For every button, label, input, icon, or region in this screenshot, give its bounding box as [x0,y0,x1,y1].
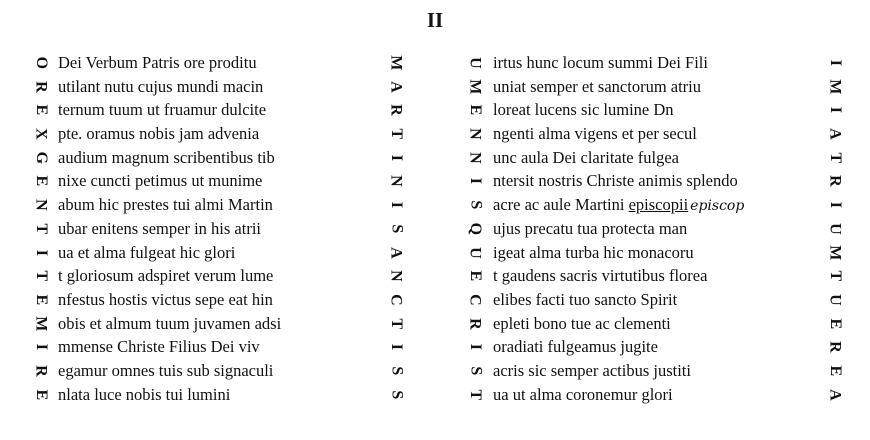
verse-text: t gloriosum adspiret verum lume [58,266,274,286]
verse-text: ujus precatu tua protecta man [493,218,688,238]
telestic-letter-letter: M [826,78,844,95]
acrostic-letter [32,335,50,359]
mesostic-letter-letter: T [387,318,405,329]
telestic-letter-letter: U [826,293,844,306]
acrostic-letter-letter: T [32,270,50,282]
left-acrostic-column [32,51,50,406]
verse-line [493,241,744,265]
mesostic-letter [387,169,405,193]
verse-text: ua et alma fulgeat hic glori [58,242,236,262]
telestic-letter-letter: M [826,244,844,260]
verse-line [493,359,744,383]
telestic-letter-letter: U [826,222,844,235]
verse-line [58,288,281,312]
telestic-letter [826,241,844,265]
acrostic-letter-letter: Q [466,222,484,235]
verse-text: mmense Christe Filius Dei viv [58,337,260,357]
telestic-letter-letter: T [826,270,844,282]
acrostic-letter-letter: S [466,366,484,376]
right-acrostic-column [466,51,484,406]
mesostic-letter-letter: S [387,224,405,234]
acrostic-letter-letter: M [32,315,50,331]
acrostic-letter [466,335,484,359]
telestic-letter [826,335,844,359]
telestic-letter-letter: I [826,201,844,209]
acrostic-letter [32,241,50,265]
acrostic-letter [32,359,50,383]
mesostic-letter [387,264,405,288]
acrostic-letter-letter: U [466,57,484,69]
telestic-letter-letter: A [826,128,844,140]
acrostic-letter-letter: E [466,270,484,282]
telestic-letter [826,312,844,336]
mesostic-letter [387,98,405,122]
acrostic-letter [32,169,50,193]
verse-line [493,383,744,407]
verse-line [493,217,744,241]
telestic-letter [826,98,844,122]
mesostic-letter [387,335,405,359]
verse-line [58,51,281,75]
verse-text: oradiati fulgeamus jugite [493,337,658,357]
page-number: II [426,8,444,32]
mesostic-letter [387,241,405,265]
acrostic-letter-letter: E [32,104,50,116]
telestic-letter [826,288,844,312]
mesostic-letter [387,288,405,312]
acrostic-letter-letter: S [466,200,484,210]
mesostic-letter [387,75,405,99]
telestic-letter [826,383,844,407]
acrostic-letter-letter: R [466,317,484,330]
telestic-letter-letter: I [826,107,844,114]
verse-line [493,264,744,288]
telestic-letter-letter: I [826,59,844,66]
mesostic-letter [387,312,405,336]
verse-text: uniat semper et sanctorum atriu [493,76,702,96]
telestic-letter-letter: T [826,152,844,163]
verse-line [58,217,281,241]
verse-line [58,241,281,265]
verse-text: acris sic semper actibus justiti [493,360,691,380]
telestic-letter [826,75,844,99]
verse-text: acre ac aule Martini [493,195,629,215]
acrostic-letter-letter: O [32,56,50,70]
verse-text: ubar enitens semper in his atrii [58,218,261,238]
acrostic-letter [466,51,484,75]
telestic-letter [826,51,844,75]
acrostic-letter [32,193,50,217]
acrostic-letter [32,122,50,146]
verse-line [493,288,744,312]
verse-text: nixe cuncti petimus ut munime [58,171,263,191]
acrostic-letter-letter: I [466,178,484,185]
mesostic-letter-letter: I [387,343,405,351]
mesostic-letter [387,122,405,146]
acrostic-letter [32,75,50,99]
telestic-letter [826,169,844,193]
verse-line [58,169,281,193]
verse-text: ternum tuum ut fruamur dulcite [58,100,267,120]
telestic-letter [826,359,844,383]
acrostic-letter-letter: X [32,128,50,140]
verse-line [58,264,281,288]
verse-line [493,146,744,170]
telestic-letter [826,122,844,146]
acrostic-letter-letter: U [466,246,484,259]
verse-text: igeat alma turba hic monacoru [493,242,694,262]
acrostic-letter [32,98,50,122]
telestic-letter-letter: R [826,341,844,353]
acrostic-letter [466,122,484,146]
verse-line [493,75,744,99]
verse-text: t gaudens sacris virtutibus florea [493,266,708,286]
mesostic-letter-letter: S [387,390,405,399]
mesostic-letter-letter: I [387,201,405,209]
mesostic-letter-letter: A [387,80,405,93]
right-verse-lines [493,51,744,406]
verse-text: audium magnum scribentibus tib [58,147,275,167]
acrostic-letter [32,288,50,312]
acrostic-letter [32,146,50,170]
acrostic-letter-letter: N [32,199,50,211]
telestic-letter-letter: E [826,365,844,377]
mesostic-letter-letter: N [387,270,405,282]
acrostic-letter-letter: C [466,293,484,306]
acrostic-letter-letter: N [466,151,484,164]
verse-text: egamur omnes tuis sub signaculi [58,360,274,380]
underlined-word: episcopii [628,195,689,215]
acrostic-letter [466,146,484,170]
mesostic-letter-letter: T [387,128,405,140]
mesostic-letter [387,51,405,75]
mesostic-letter-letter: S [387,366,405,376]
acrostic-letter-letter: I [32,343,50,351]
telestic-letter-letter: R [826,175,844,188]
verse-line [58,146,281,170]
acrostic-letter-letter: I [466,343,484,351]
acrostic-letter [466,169,484,193]
verse-line [58,193,281,217]
acrostic-letter-letter: R [32,80,50,93]
verse-line [58,75,281,99]
acrostic-letter-letter: G [32,151,50,164]
verse-line [58,98,281,122]
telestic-letter-letter: E [826,318,844,329]
mesostic-letter-letter: C [387,293,405,306]
mesostic-letter [387,359,405,383]
verse-line [493,122,744,146]
verse-text: ngenti alma vigens et per secul [493,124,697,144]
acrostic-letter [466,288,484,312]
acrostic-letter [466,193,484,217]
verse-text: ntersit nostris Christe animis splendo [493,171,738,191]
verse-text: nfestus hostis victus sepe eat hin [58,289,273,309]
acrostic-letter [466,312,484,336]
acrostic-letter-letter: E [466,104,484,116]
verse-text: epleti bono tue ac clementi [493,313,671,333]
mesostic-letter [387,146,405,170]
mesostic-letter [387,193,405,217]
verse-line [58,359,281,383]
verse-line [493,193,744,217]
acrostic-letter-letter: T [466,389,484,400]
telestic-letter-letter: A [826,388,844,401]
verse-line [58,335,281,359]
verse-line [58,383,281,407]
verse-text: obis et almum tuum juvamen adsi [58,313,282,333]
acrostic-letter-letter: I [32,249,50,256]
verse-text: pte. oramus nobis jam advenia [58,124,260,144]
left-verse-lines [58,51,281,406]
acrostic-letter-letter: E [32,175,50,187]
verse-line [493,335,744,359]
acrostic-letter-letter: N [466,128,484,140]
acrostic-letter [32,264,50,288]
acrostic-letter [466,264,484,288]
acrostic-letter-letter: T [32,223,50,234]
mesostic-letter [387,217,405,241]
acrostic-letter-letter: M [466,78,484,95]
mesostic-letter-letter: M [387,55,405,71]
center-mesostic-column [387,51,405,406]
mesostic-letter-letter: R [387,104,405,117]
acrostic-letter [466,359,484,383]
verse-text: nlata luce nobis tui lumini [58,384,231,404]
verse-line [58,312,281,336]
mesostic-letter-letter: I [387,154,405,161]
acrostic-letter [32,217,50,241]
verse-line [493,98,744,122]
verse-line [493,51,744,75]
handwritten-note: episcop [690,198,745,215]
verse-line [58,122,281,146]
verse-text: ua ut alma coronemur glori [493,384,673,404]
telestic-letter [826,146,844,170]
acrostic-letter [466,383,484,407]
acrostic-letter [466,75,484,99]
verse-line [493,312,744,336]
mesostic-letter-letter: A [387,246,405,259]
acrostic-letter [32,51,50,75]
verse-text: irtus hunc locum summi Dei Fili [493,53,708,72]
right-telestic-column [826,51,844,406]
acrostic-letter-letter: R [32,365,50,377]
acrostic-letter-letter: E [32,389,50,400]
acrostic-letter [32,383,50,407]
telestic-letter [826,217,844,241]
acrostic-letter [466,241,484,265]
verse-line [493,169,744,193]
verse-text: Dei Verbum Patris ore proditu [58,53,257,72]
mesostic-letter-letter: N [387,175,405,188]
acrostic-letter [466,217,484,241]
acrostic-letter [32,312,50,336]
verse-text: loreat lucens sic lumine Dn [493,100,674,120]
acrostic-letter [466,98,484,122]
verse-text: utilant nutu cujus mundi macin [58,76,264,96]
telestic-letter [826,264,844,288]
acrostic-letter-letter: E [32,294,50,306]
verse-text: unc aula Dei claritate fulgea [493,147,679,167]
mesostic-letter [387,383,405,407]
telestic-letter [826,193,844,217]
verse-text: elibes facti tuo sancto Spirit [493,289,678,309]
verse-text: abum hic prestes tui almi Martin [58,195,273,215]
